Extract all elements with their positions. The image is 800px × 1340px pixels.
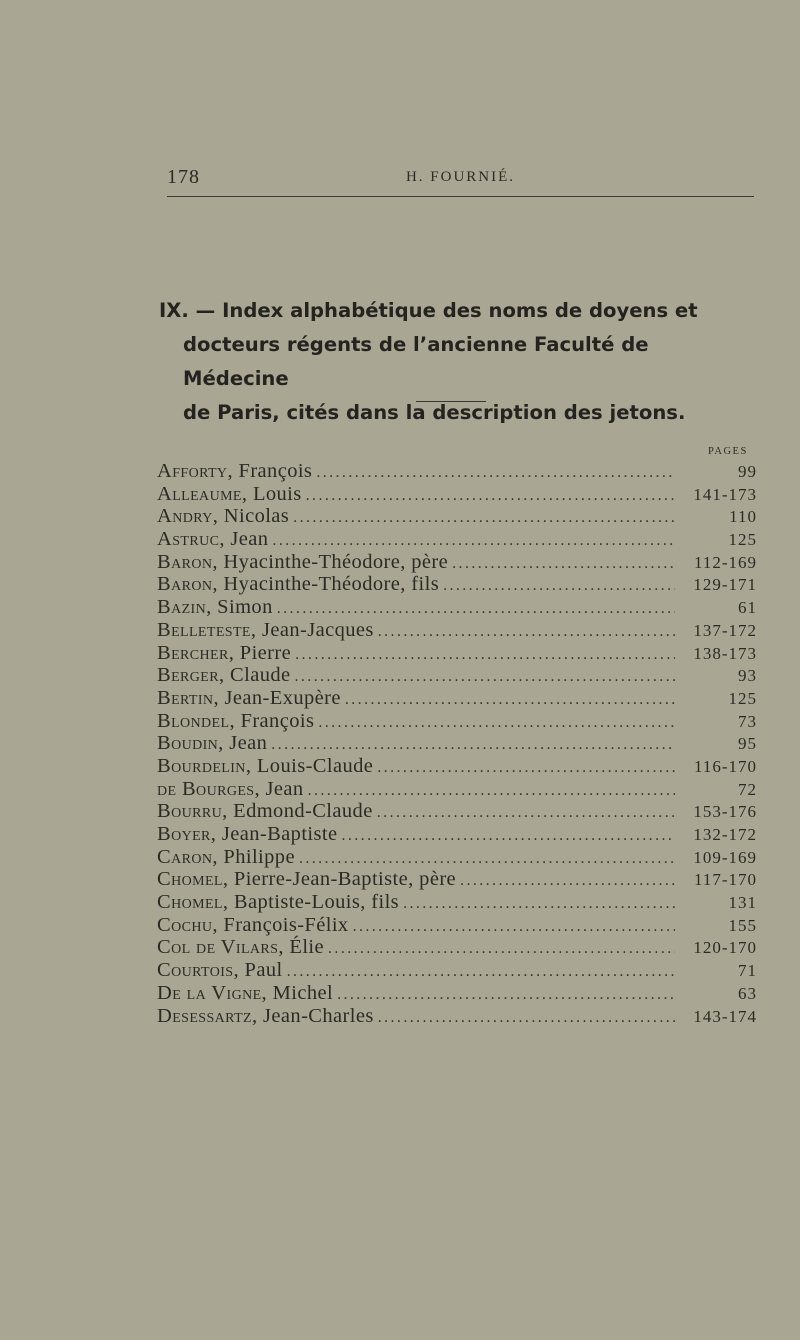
index-entry-surname: Caron,	[157, 845, 218, 868]
section-title-line-2: docteurs régents de l’ancienne Faculté de Médecine	[183, 333, 649, 390]
index-entry-surname: de Bourges,	[157, 777, 260, 800]
section-title-line-3: de Paris, cités dans la description des jetons.	[183, 401, 686, 424]
index-entry-given-name: Claude	[230, 664, 291, 687]
index-entry-given-name: François-Félix	[223, 913, 349, 936]
index-entry-given-name: Michel	[272, 981, 334, 1004]
index-entry-leader-dots	[378, 1009, 675, 1027]
index-entry-pages: 153-176	[693, 802, 757, 822]
index-entry-surname: Blondel,	[157, 709, 235, 732]
index-entry-given-name: Élie	[289, 936, 325, 959]
index-entry-pages: 112-169	[693, 552, 757, 572]
index-entry-given-name: Hyacinthe-Théodore, fils	[223, 573, 440, 596]
index-entry-leader-dots	[337, 986, 675, 1004]
pages-column-label: PAGES	[708, 446, 748, 457]
index-entry-given-name: Philippe	[223, 845, 295, 868]
index-entry	[157, 505, 757, 528]
index-entry-pages: 93	[738, 666, 757, 686]
index-entry-pages: 99	[738, 462, 757, 481]
index-entry	[157, 823, 757, 846]
index-entry-name	[157, 460, 312, 483]
index-entry-surname: Courtois,	[157, 959, 239, 982]
index-list	[157, 460, 767, 1027]
index-entry-leader-dots	[277, 600, 675, 618]
index-entry-leader-dots	[299, 850, 675, 868]
index-entry-given-name: Jean-Jacques	[261, 618, 374, 641]
index-entry-leader-dots	[306, 487, 675, 505]
index-entry	[157, 846, 757, 869]
index-entry	[157, 755, 757, 778]
index-entry-pages: 132-172	[693, 825, 757, 844]
index-entry-pages: 120-170	[693, 938, 757, 958]
index-entry	[157, 528, 757, 551]
index-entry-pages: 110	[729, 507, 757, 527]
index-entry-name	[157, 800, 373, 823]
index-entry-surname: Belleteste,	[157, 618, 257, 641]
index-entry-name	[157, 755, 373, 778]
index-entry-leader-dots	[287, 963, 675, 981]
index-entry-surname: Boyer,	[157, 823, 217, 845]
index-entry-given-name: Louis	[252, 482, 302, 505]
index-entry	[157, 868, 757, 891]
index-entry-surname: Andry,	[157, 505, 219, 528]
index-entry-given-name: Jean	[230, 528, 269, 551]
index-entry-name	[157, 710, 314, 733]
index-entry-name	[157, 823, 337, 846]
index-entry-surname: Col de Vilars,	[157, 936, 284, 959]
index-entry-leader-dots	[378, 623, 675, 641]
index-entry-pages: 109-169	[693, 847, 757, 867]
index-entry	[157, 619, 757, 642]
index-entry	[157, 664, 757, 687]
running-title: H. FOURNIÉ.	[405, 169, 516, 185]
index-entry-given-name: Edmond-Claude	[233, 800, 373, 823]
index-entry-name	[157, 664, 291, 687]
index-entry-given-name: Pierre	[239, 641, 292, 664]
index-entry-name	[157, 596, 273, 619]
index-entry-leader-dots	[295, 646, 675, 664]
index-entry-surname: Baron,	[157, 573, 218, 596]
index-entry-given-name: Jean-Baptiste	[221, 823, 338, 845]
index-entry-pages: 137-172	[693, 620, 757, 640]
index-entry-pages: 129-171	[693, 575, 757, 595]
index-entry-leader-dots	[403, 895, 675, 913]
index-entry	[157, 914, 757, 937]
index-entry	[157, 483, 757, 506]
running-head	[167, 166, 754, 197]
index-entry-surname: Boudin,	[157, 732, 224, 755]
index-entry-given-name: François	[240, 709, 315, 732]
index-entry	[157, 732, 757, 755]
index-entry	[157, 551, 757, 574]
index-entry-name	[157, 959, 283, 982]
index-entry	[157, 596, 757, 619]
index-entry-surname: Afforty,	[157, 460, 233, 482]
index-entry	[157, 959, 757, 982]
index-entry-name	[157, 891, 399, 914]
index-entry-pages: 72	[738, 779, 757, 799]
index-entry	[157, 1005, 757, 1028]
index-entry-surname: Chomel,	[157, 891, 229, 914]
index-entry-pages: 71	[738, 961, 757, 981]
index-entry-given-name: Jean-Charles	[263, 1004, 374, 1027]
index-entry-leader-dots	[377, 804, 675, 822]
index-entry-leader-dots	[318, 714, 675, 732]
index-entry	[157, 642, 757, 665]
index-entry-surname: Bercher,	[157, 641, 235, 664]
index-entry-leader-dots	[460, 872, 675, 890]
index-entry-leader-dots	[295, 668, 676, 686]
index-entry-given-name: Paul	[244, 959, 283, 982]
index-entry	[157, 687, 757, 710]
index-entry	[157, 936, 757, 959]
index-entry-given-name: François	[238, 460, 313, 482]
index-entry-surname: Berger,	[157, 664, 225, 687]
index-entry-name	[157, 642, 291, 665]
index-entry-pages: 155	[728, 915, 757, 935]
index-entry-surname: Bourdelin,	[157, 754, 252, 777]
index-entry-pages: 131	[728, 893, 757, 913]
index-entry-surname: Bourru,	[157, 800, 228, 823]
index-entry-given-name: Louis-Claude	[256, 754, 374, 777]
index-entry-surname: Bertin,	[157, 686, 219, 709]
index-entry-name	[157, 868, 456, 891]
index-entry-leader-dots	[293, 509, 675, 527]
section-title-line-1: IX. — Index alphabétique des noms de doyens et	[159, 299, 698, 322]
index-entry-name	[157, 483, 302, 506]
index-entry-leader-dots	[272, 532, 675, 550]
index-entry	[157, 982, 757, 1005]
index-entry-name	[157, 732, 267, 755]
index-entry-pages: 117-170	[693, 870, 757, 890]
index-entry-given-name: Jean-Exupère	[224, 686, 341, 709]
page-number: 178	[167, 166, 200, 188]
index-entry-surname: Baron,	[157, 550, 218, 573]
index-entry-surname: Desessartz,	[157, 1004, 258, 1027]
index-entry-pages: 95	[738, 734, 757, 754]
index-entry-pages: 116-170	[693, 756, 757, 776]
index-entry-pages: 125	[728, 530, 757, 550]
index-entry-pages: 125	[728, 688, 757, 708]
index-entry-given-name: Nicolas	[223, 505, 290, 528]
index-entry-name	[157, 914, 349, 937]
index-entry-pages: 141-173	[693, 484, 757, 504]
section-title	[159, 294, 759, 430]
index-entry-surname: Cochu,	[157, 913, 218, 936]
index-entry-name	[157, 551, 448, 574]
index-entry-pages: 143-174	[693, 1006, 757, 1026]
index-entry-name	[157, 778, 304, 801]
index-entry-leader-dots	[271, 736, 675, 754]
index-entry-leader-dots	[443, 577, 675, 595]
index-entry-given-name: Hyacinthe-Théodore, père	[223, 550, 449, 573]
index-entry-name	[157, 982, 333, 1005]
index-entry-name	[157, 687, 341, 710]
index-entry	[157, 778, 757, 801]
index-entry	[157, 460, 757, 483]
index-entry-leader-dots	[328, 940, 675, 958]
index-entry-name	[157, 573, 439, 596]
index-entry-name	[157, 505, 289, 528]
index-entry-given-name: Pierre-Jean-Baptiste, père	[233, 868, 457, 891]
index-entry-given-name: Baptiste-Louis, fils	[233, 891, 400, 914]
index-entry-pages: 63	[738, 983, 757, 1003]
index-entry-leader-dots	[452, 555, 675, 573]
index-entry	[157, 573, 757, 596]
index-entry-pages: 61	[738, 598, 757, 618]
index-entry-surname: De la Vigne,	[157, 981, 268, 1004]
index-entry-surname: Chomel,	[157, 868, 229, 891]
index-entry-surname: Alleaume,	[157, 482, 248, 505]
index-entry-leader-dots	[316, 464, 675, 482]
index-entry	[157, 710, 757, 733]
index-entry	[157, 800, 757, 823]
index-entry-leader-dots	[377, 759, 675, 777]
index-entry-surname: Bazin,	[157, 596, 212, 619]
index-entry-pages: 138-173	[693, 643, 757, 663]
index-entry-surname: Astruc,	[157, 528, 225, 551]
index-entry-name	[157, 528, 268, 551]
index-entry-leader-dots	[353, 918, 675, 936]
index-entry-given-name: Jean	[265, 777, 304, 800]
index-entry-leader-dots	[345, 691, 675, 709]
index-entry-given-name: Simon	[217, 596, 273, 619]
index-entry-name	[157, 1005, 374, 1028]
index-entry-leader-dots	[341, 827, 675, 845]
index-entry-name	[157, 619, 374, 642]
index-entry	[157, 891, 757, 914]
index-entry-name	[157, 846, 295, 869]
index-entry-given-name: Jean	[229, 732, 268, 755]
index-entry-name	[157, 936, 324, 959]
index-entry-leader-dots	[308, 782, 675, 800]
index-entry-pages: 73	[738, 711, 757, 731]
title-divider	[416, 401, 486, 402]
